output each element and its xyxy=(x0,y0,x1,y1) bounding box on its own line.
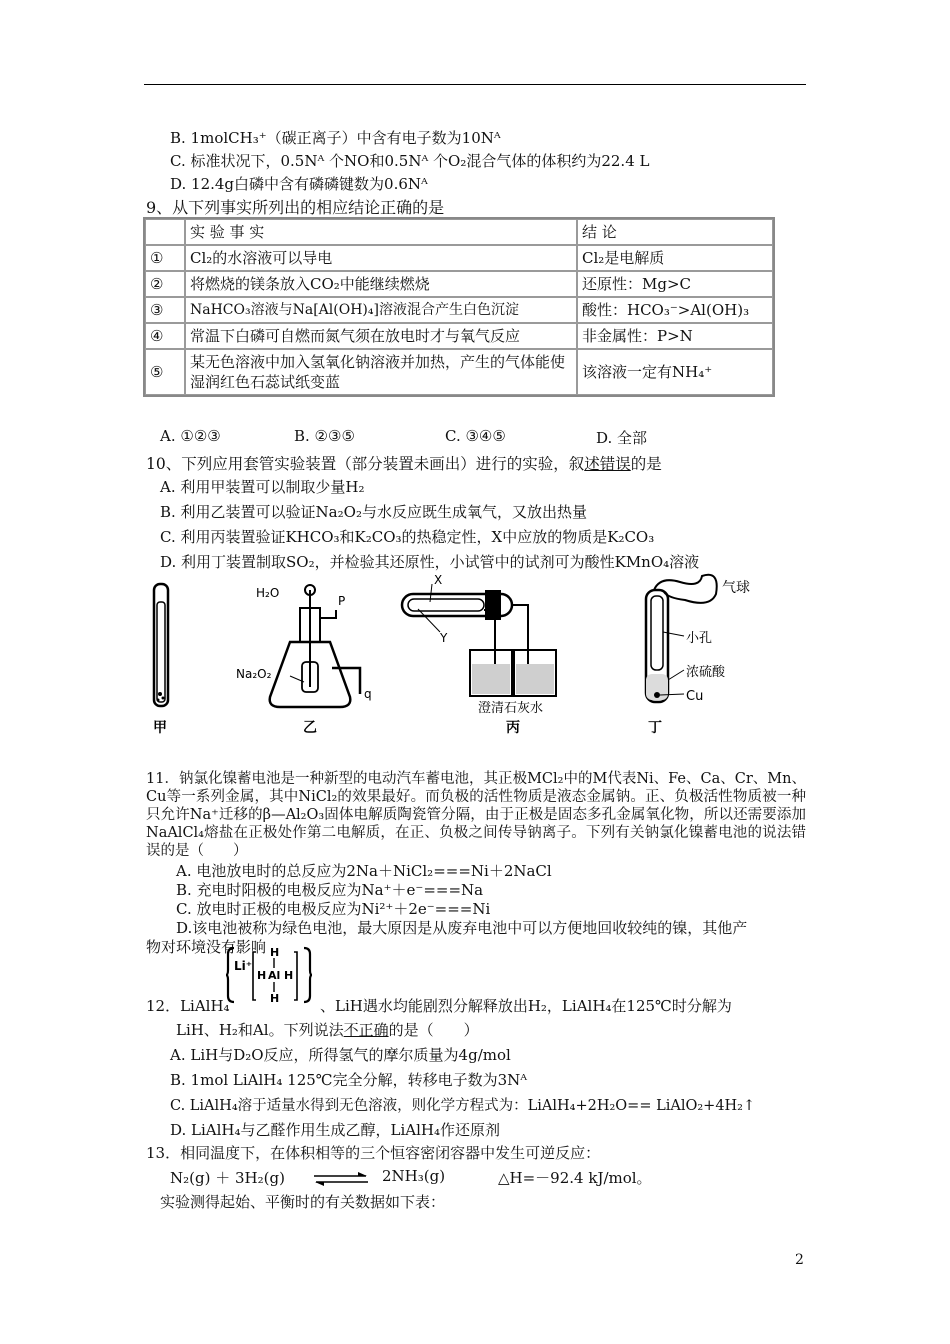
q11-option-d-line2: 物对环境没有影响 xyxy=(146,938,267,956)
q12-option-a: A. LiH与D₂O反应，所得氢气的摩尔质量为4g/mol xyxy=(170,1046,511,1064)
label-y: Y xyxy=(440,631,448,645)
q10-option-b: B. 利用乙装置可以验证Na₂O₂与水反应既生成氧气，又放出热量 xyxy=(160,503,587,521)
q13-equation-right: 2NH₃(g) xyxy=(382,1167,446,1185)
row-fact: 常温下白磷可自燃而氮气须在放电时才与氧气反应 xyxy=(185,323,577,349)
q9-stem: 9、从下列事实所列出的相应结论正确的是 xyxy=(146,198,445,217)
q8-option-c: C. 标准状况下，0.5Nᴬ 个NO和0.5Nᴬ 个O₂混合气体的体积约为22.4 L xyxy=(170,152,650,170)
q11-paragraph: 11．钠氯化镍蓄电池是一种新型的电动汽车蓄电池，其正极MCl₂中的M代表Ni、Fe、Ca、Cr、Mn、Cu等一系列金属，其中NiCl₂的效果最好。而负极的活性物质是液态金属钠。正、负极活性物质被一种只允许Na⁺迁移的β—Al₂O₃固体电解质陶瓷管分隔，由于正极是固态多孔金属氧化物，所以还需要添加NaAlCl₄熔盐在正极处作第二电解质，在正、负极之间传导钠离子。下列有关钠氯化镍蓄电池的说法错误的是（ ） xyxy=(146,771,806,859)
table-row xyxy=(145,245,773,271)
q13-equation-left: N₂(g) ＋ 3H₂(g) xyxy=(170,1169,285,1187)
table-row xyxy=(145,349,773,395)
q12-stem-line1: 、LiH遇水均能剧烈分解释放出H₂，LiAlH₄在125℃时分解为 xyxy=(320,997,732,1015)
q10-stem xyxy=(146,452,662,474)
label-ding: 丁 xyxy=(648,720,662,736)
struct-h-bottom: H xyxy=(270,992,280,1005)
q9-option-b: B. ②③⑤ xyxy=(294,427,355,445)
label-balloon: 气球 xyxy=(722,580,750,596)
row-conclusion: 非金属性：P>N xyxy=(577,323,773,349)
q10-option-d: D. 利用丁装置制取SO₂，并检验其还原性，小试管中的试剂可为酸性KMnO₄溶液 xyxy=(160,553,700,571)
label-x: X xyxy=(434,573,443,587)
row-fact: 将燃烧的镁条放入CO₂中能继续燃烧 xyxy=(185,271,577,297)
q12-number: 12．LiAlH₄ xyxy=(146,997,230,1015)
table-header-fact: 实 验 事 实 xyxy=(185,219,577,245)
header-rule xyxy=(144,84,806,85)
label-cu: Cu xyxy=(686,689,704,704)
q9-option-c: C. ③④⑤ xyxy=(445,427,506,445)
table-header-row xyxy=(145,219,773,245)
q9-option-a: A. ①②③ xyxy=(160,427,221,445)
q12-stem-end: 的是（ ） xyxy=(388,1021,479,1039)
q11-option-a: A. 电池放电时的总反应为2Na＋NiCl₂===Ni＋2NaCl xyxy=(176,862,552,880)
row-conclusion: Cl₂是电解质 xyxy=(577,245,773,271)
label-h2o: H₂O xyxy=(256,586,280,600)
q8-option-d: D. 12.4g白磷中含有磷磷键数为0.6Nᴬ xyxy=(170,175,428,193)
q13-stem: 13．相同温度下，在体积相等的三个恒容密闭容器中发生可逆反应： xyxy=(146,1144,601,1162)
row-number: ① xyxy=(145,245,185,271)
table-cell xyxy=(145,219,185,245)
q12-option-d: D. LiAlH₄与乙醛作用生成乙醇，LiAlH₄作还原剂 xyxy=(170,1121,500,1139)
label-na2o2: Na₂O₂ xyxy=(236,667,272,681)
label-acid: 浓硫酸 xyxy=(686,665,726,680)
q10-option-a: A. 利用甲装置可以制取少量H₂ xyxy=(160,478,365,496)
label-p: P xyxy=(338,594,346,608)
label-q: q xyxy=(364,687,372,701)
struct-h-top: H xyxy=(270,946,280,959)
label-limewater: 澄清石灰水 xyxy=(478,701,544,716)
lialh4-structure-figure xyxy=(226,942,312,1008)
q10-apparatus-figure xyxy=(140,572,760,742)
row-number: ③ xyxy=(145,297,185,323)
equilibrium-arrow-icon xyxy=(312,1172,370,1186)
label-yi: 乙 xyxy=(303,720,317,736)
q12-option-c: C. LiAlH₄溶于适量水得到无色溶液，则化学方程式为：LiAlH₄+2H₂O== LiAlO₂+4H₂↑ xyxy=(170,1098,756,1114)
struct-h-left: H xyxy=(257,969,267,982)
table-row xyxy=(145,297,773,323)
row-number: ④ xyxy=(145,323,185,349)
q10-option-c: C. 利用丙装置验证KHCO₃和K₂CO₃的热稳定性，X中应放的物质是K₂CO₃ xyxy=(160,528,655,546)
row-number: ② xyxy=(145,271,185,297)
label-jia: 甲 xyxy=(153,720,167,736)
q11-option-b: B. 充电时阳极的电极反应为Na⁺＋e⁻===Na xyxy=(176,881,484,899)
struct-h-right: H xyxy=(284,969,294,982)
row-fact: Cl₂的水溶液可以导电 xyxy=(185,245,577,271)
q12-stem-line2 xyxy=(176,1019,479,1040)
apparatus-ding xyxy=(646,575,750,736)
q12-option-b: B. 1mol LiAlH₄ 125℃完全分解，转移电子数为3Nᴬ xyxy=(170,1071,528,1089)
label-hole: 小孔 xyxy=(686,631,713,646)
apparatus-jia xyxy=(153,584,168,736)
q11-option-d-line1: D.该电池被称为绿色电池，最大原因是从废弃电池中可以方便地回收较纯的镍，其他产 xyxy=(176,919,748,937)
q10-stem-text: 10、下列应用套管实验装置（部分装置未画出）进行的实验，叙 xyxy=(146,455,585,473)
table-header-conclusion: 结 论 xyxy=(577,219,773,245)
row-number: ⑤ xyxy=(145,349,185,395)
q12-stem-underlined: 不正确 xyxy=(343,1021,389,1039)
q11-option-c: C. 放电时正极的电极反应为Ni²⁺＋2e⁻===Ni xyxy=(176,900,491,918)
table-row xyxy=(145,323,773,349)
label-bing: 丙 xyxy=(506,720,520,736)
q9-table xyxy=(143,217,775,397)
row-fact: NaHCO₃溶液与Na[Al(OH)₄]溶液混合产生白色沉淀 xyxy=(185,297,577,323)
row-fact: 某无色溶液中加入氢氧化钠溶液并加热，产生的气体能使湿润红色石蕊试纸变蓝 xyxy=(185,349,577,395)
row-conclusion: 该溶液一定有NH₄⁺ xyxy=(577,349,773,395)
struct-li: Li⁺ xyxy=(234,959,253,973)
apparatus-yi xyxy=(236,585,372,736)
row-conclusion: 酸性：HCO₃⁻>Al(OH)₃ xyxy=(577,297,773,323)
row-conclusion: 还原性：Mg>C xyxy=(577,271,773,297)
table-row xyxy=(145,271,773,297)
q8-option-b: B. 1molCH₃⁺（碳正离子）中含有电子数为10Nᴬ xyxy=(170,129,501,147)
q13-enthalpy: △H=－92.4 kJ/mol。 xyxy=(498,1169,652,1187)
q10-stem-underlined: 述错误 xyxy=(584,455,631,473)
q10-stem-end: 的是 xyxy=(630,455,662,473)
q12-stem-text: LiH、H₂和Al。下列说法 xyxy=(176,1021,344,1039)
q13-table-intro: 实验测得起始、平衡时的有关数据如下表： xyxy=(160,1193,446,1211)
page-number: 2 xyxy=(795,1252,804,1268)
q9-option-d: D. 全部 xyxy=(596,429,648,447)
struct-al: Al xyxy=(268,969,281,982)
apparatus-bing xyxy=(402,573,556,736)
